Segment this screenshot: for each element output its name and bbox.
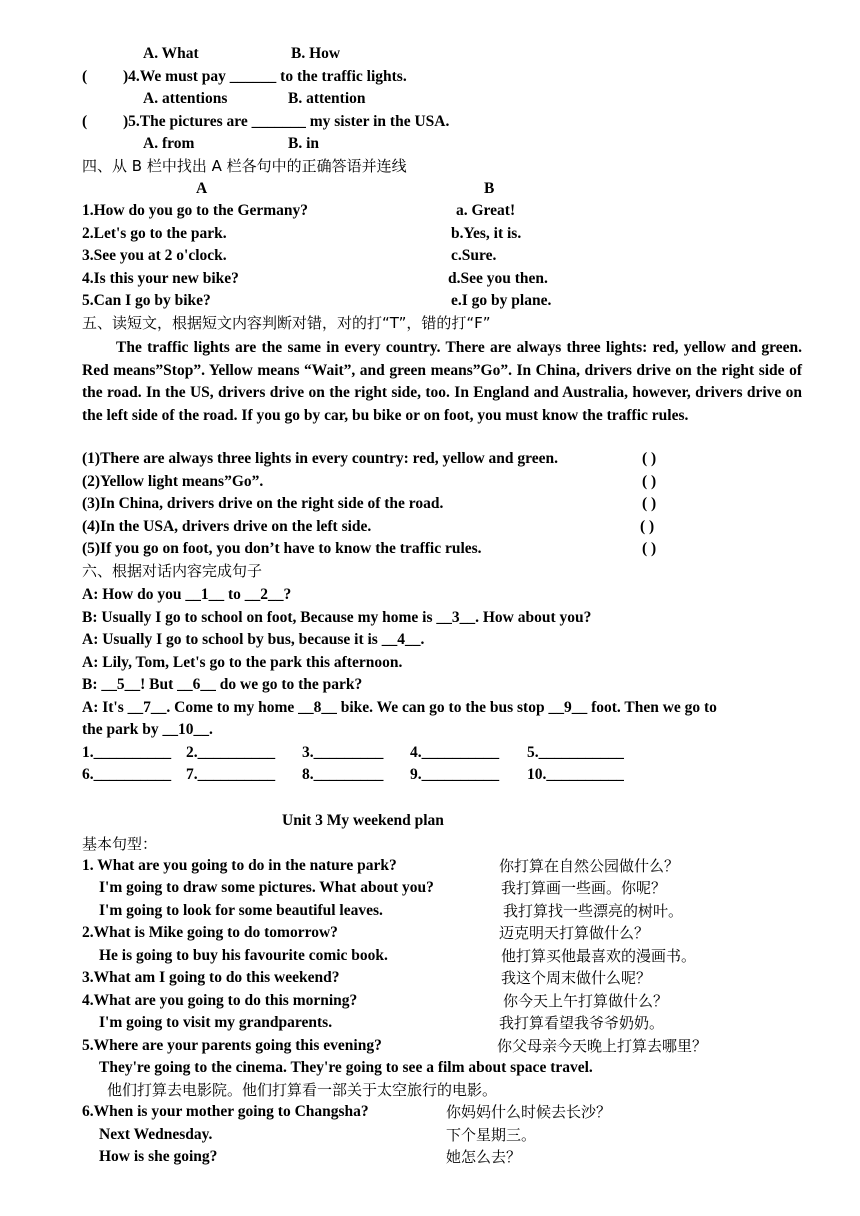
pattern-zh-13: 下个星期三。	[446, 1126, 537, 1144]
match-a-1: 1.How do you go to the Germany?	[82, 202, 309, 219]
q4-option-b: B. attention	[288, 90, 366, 107]
pattern-en-10: They're going to the cinema. They're going to see a film about space travel.	[99, 1059, 593, 1076]
tf-blank-2[interactable]: ( )	[642, 473, 657, 490]
match-a-2: 2.Let's go to the park.	[82, 225, 227, 242]
pattern-en-13: Next Wednesday.	[99, 1126, 213, 1143]
tf-blank-1[interactable]: ( )	[642, 450, 657, 467]
pattern-zh-4: 迈克明天打算做什么？	[499, 924, 650, 942]
pattern-zh-7: 你今天上午打算做什么？	[503, 992, 669, 1010]
q3-option-a: A. What	[143, 45, 199, 62]
pattern-en-6: 3.What am I going to do this weekend?	[82, 969, 340, 986]
answer-blank-5[interactable]: 5.___________	[527, 744, 624, 761]
match-a-4: 4.Is this your new bike?	[82, 270, 239, 287]
match-a-3: 3.See you at 2 o'clock.	[82, 247, 227, 264]
q3-option-b: B. How	[291, 45, 341, 62]
pattern-zh-3: 我打算找一些漂亮的树叶。	[503, 902, 684, 920]
unit-title: Unit 3 My weekend plan	[282, 812, 444, 829]
pattern-en-5: He is going to buy his favourite comic book.	[99, 947, 388, 964]
dialogue-line-7: the park by __10__.	[82, 721, 213, 738]
section-4-title: 四、从 B 栏中找出 A 栏各句中的正确答语并连线	[82, 157, 407, 175]
dialogue-line-6: A: It's __7__. Come to my home __8__ bike. We can go to the bus stop __9__ foot. Then we go to	[82, 699, 717, 716]
reading-passage: The traffic lights are the same in every country. There are always three lights: red, yellow and green. Red means”Stop”. Yellow means “Wait”, and green means”Go”. In China, drivers drive on the right side of the road. In the US, drivers drive on the right side, too. In England and Australia, however, drivers drive on the left side of the road. If you go by car, bu bike or on foot, you must know the traffic rules.	[82, 339, 802, 424]
section-6-title: 六、根据对话内容完成句子	[82, 562, 263, 580]
tf-blank-3[interactable]: ( )	[642, 495, 657, 512]
answer-blank-2[interactable]: 2.__________	[186, 744, 276, 761]
tf-item-5: (5)If you go on foot, you don’t have to know the traffic rules.	[82, 540, 482, 557]
q4-paren: (	[82, 68, 88, 85]
pattern-zh-8: 我打算看望我爷爷奶奶。	[499, 1014, 665, 1032]
match-b-2: b.Yes, it is.	[451, 225, 522, 242]
pattern-zh-6: 我这个周末做什么呢？	[501, 969, 652, 987]
match-b-4: d.See you then.	[448, 270, 548, 287]
pattern-en-3: I'm going to look for some beautiful leaves.	[99, 902, 383, 919]
pattern-zh-2: 我打算画一些画。你呢？	[501, 879, 667, 897]
pattern-en-14: How is she going?	[99, 1148, 218, 1165]
column-b-header: B	[484, 180, 495, 197]
pattern-en-1: 1. What are you going to do in the nature park?	[82, 857, 397, 874]
pattern-en-9: 5.Where are your parents going this evening?	[82, 1037, 382, 1054]
match-b-3: c.Sure.	[451, 247, 497, 264]
section-5-title: 五、读短文，根据短文内容判断对错，对的打“T”，错的打“F”	[82, 314, 491, 332]
tf-item-4: (4)In the USA, drivers drive on the left side.	[82, 518, 372, 535]
pattern-en-12: 6.When is your mother going to Changsha?	[82, 1103, 369, 1120]
pattern-en-2: I'm going to draw some pictures. What about you?	[99, 879, 434, 896]
q4-question: )4.We must pay ______ to the traffic lights.	[123, 68, 407, 85]
q5-option-a: A. from	[143, 135, 195, 152]
answer-blank-4[interactable]: 4.__________	[410, 744, 500, 761]
dialogue-line-5: B: __5__! But __6__ do we go to the park?	[82, 676, 363, 693]
pattern-zh-14: 她怎么去？	[446, 1148, 522, 1166]
answer-blank-10[interactable]: 10.__________	[527, 766, 624, 783]
pattern-zh-1: 你打算在自然公园做什么？	[499, 857, 680, 875]
pattern-en-4: 2.What is Mike going to do tomorrow?	[82, 924, 338, 941]
tf-item-3: (3)In China, drivers drive on the right side of the road.	[82, 495, 444, 512]
tf-blank-4[interactable]: ( )	[640, 518, 655, 535]
pattern-en-8: I'm going to visit my grandparents.	[99, 1014, 333, 1031]
pattern-en-7: 4.What are you going to do this morning?	[82, 992, 358, 1009]
q5-question: )5.The pictures are _______ my sister in the USA.	[123, 113, 450, 130]
match-b-5: e.I go by plane.	[451, 292, 552, 309]
unit-subtitle: 基本句型：	[82, 835, 158, 853]
answer-blank-1[interactable]: 1.__________	[82, 744, 172, 761]
q5-paren: (	[82, 113, 88, 130]
answer-blank-9[interactable]: 9.__________	[410, 766, 500, 783]
column-a-header: A	[196, 180, 208, 197]
tf-blank-5[interactable]: ( )	[642, 540, 657, 557]
q5-option-b: B. in	[288, 135, 320, 152]
q4-option-a: A. attentions	[143, 90, 228, 107]
dialogue-line-3: A: Usually I go to school by bus, because it is __4__.	[82, 631, 425, 648]
match-b-1: a. Great!	[456, 202, 516, 219]
pattern-zh-11: 他们打算去电影院。他们打算看一部关于太空旅行的电影。	[107, 1081, 498, 1099]
answer-blank-3[interactable]: 3._________	[302, 744, 384, 761]
answer-blank-8[interactable]: 8._________	[302, 766, 384, 783]
answer-blank-7[interactable]: 7.__________	[186, 766, 276, 783]
pattern-zh-9: 你父母亲今天晚上打算去哪里？	[497, 1037, 708, 1055]
answer-blank-6[interactable]: 6.__________	[82, 766, 172, 783]
match-a-5: 5.Can I go by bike?	[82, 292, 211, 309]
dialogue-line-2: B: Usually I go to school on foot, Because my home is __3__. How about you?	[82, 609, 592, 626]
dialogue-line-1: A: How do you __1__ to __2__?	[82, 586, 292, 603]
tf-item-1: (1)There are always three lights in every country: red, yellow and green.	[82, 450, 558, 467]
tf-item-2: (2)Yellow light means”Go”.	[82, 473, 264, 490]
pattern-zh-12: 你妈妈什么时候去长沙？	[446, 1103, 612, 1121]
pattern-zh-5: 他打算买他最喜欢的漫画书。	[501, 947, 697, 965]
dialogue-line-4: A: Lily, Tom, Let's go to the park this afternoon.	[82, 654, 403, 671]
